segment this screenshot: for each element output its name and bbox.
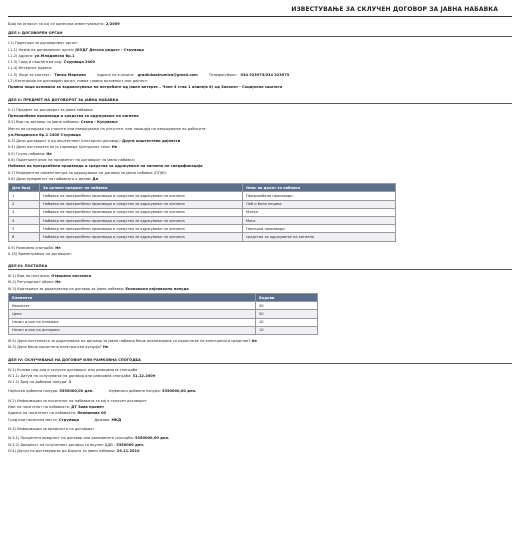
s2-line-2: Прехранбени производи и средства за одржување на хигиена <box>8 113 139 118</box>
criteria-points: 10 <box>256 318 318 326</box>
lot-desc: Леб и бели пецива <box>243 200 396 208</box>
phone-label: Телефон/Факс: <box>208 72 238 77</box>
s4-line-12 <box>8 448 512 454</box>
supplier-address-label: Адреса на носителот на набавката: <box>8 411 77 416</box>
supplier-city-value: Струмица <box>58 417 80 422</box>
framework-value: Не <box>55 245 61 250</box>
lots-header-subject: За целиот предмет на набавка <box>40 184 243 192</box>
group-value: Не <box>46 151 52 156</box>
s2-line-5: ул.Младинска бр.1 2400 Струмица <box>8 132 81 137</box>
criteria-element: Начин и рок на плаќање <box>9 318 256 326</box>
procedure-label: III.1) Вид на постапка: <box>8 274 51 279</box>
s1-line-5: I.1.4) Интернет адреса: <box>8 66 53 71</box>
central-body-label: II.4) Дали постапката ќе ја спроведе Централно тело: <box>8 145 111 150</box>
table-row <box>9 326 318 334</box>
city-label: I.1.3) Град и поштенски код: <box>8 60 63 65</box>
authority-name: ЈОУДГ Детска радост - Струмица <box>75 47 144 52</box>
lot-subject: Набавка на прехранбени производи и средства за одржување на хигиена <box>40 200 243 208</box>
s2-line-1: II.1) Предмет на договорот за јавна набавка: <box>8 107 94 112</box>
lot-desc: Месо <box>243 216 396 224</box>
email-label: Адреса на е-пошта: <box>97 72 135 77</box>
contract-value: 5350000 ден. <box>116 442 145 447</box>
lot-desc: Прехранбени производи <box>243 192 396 200</box>
contact-value: Тинка Маркова <box>54 72 86 77</box>
procedure-value: Отворена постапка <box>51 274 92 279</box>
submission-date-label: IV.4) Датум на доставување до Бирото за јавни набавки: <box>8 448 116 453</box>
criteria-points: 10 <box>256 326 318 334</box>
supplier-city-label: Град или населено место: <box>8 417 58 422</box>
lots-table <box>8 183 396 241</box>
estimated-value-label: IV.3.1) Проценета вредност на договор или рамковната спогодба: <box>8 436 134 441</box>
criteria-element: Цена <box>9 310 256 318</box>
group-label: II.5) Група набавки: <box>8 151 46 156</box>
criteria-header-elements: Елементи <box>9 294 256 302</box>
table-row <box>9 216 396 224</box>
lot-desc: Пилешки производи <box>243 225 396 233</box>
s4-line-9: IV.3) Информации за вредноста на договорот <box>8 426 95 431</box>
supplier-country-value: МКД <box>111 417 122 422</box>
s2-line-11: II.7) Референтна номенклатура за одредување на договор за јавна набавка (ОПЈН): <box>8 170 168 175</box>
table-row <box>9 200 396 208</box>
lowest-offer-value: 5350000,00 ден. <box>59 389 94 394</box>
section-4-rule <box>8 363 512 364</box>
table-row <box>9 302 318 310</box>
lot-no: 5 <box>9 225 40 233</box>
criteria-element: Квалитет <box>9 302 256 310</box>
email-value: gradinkastrumica@gmail.com <box>137 72 198 77</box>
electronic-means-label: III.4) Дали постапката за доделување на договор за јавна набавка беше реализирана со користење на електронски средства? <box>8 338 251 343</box>
criteria-element: Начин и рок на испорака <box>9 326 256 334</box>
lot-subject: Набавка на прехранбени производи и средства за одржување на хигиена <box>40 216 243 224</box>
s4-line-1: IV.1) Услови под кои е склучен договорот или рамковната спогодба <box>8 367 138 372</box>
s2-line-12 <box>8 176 512 182</box>
s2-line-10: Набавка на прехранбени производи и средства за одржување на хигиена по спецификација <box>8 164 203 169</box>
table-row <box>9 208 396 216</box>
lot-desc: средства за одржување на хигиена <box>243 233 396 241</box>
e-auction-value: Не <box>102 345 109 350</box>
section-1-heading: ДЕЛ I: ДОГОВОРЕН ОРГАН <box>8 31 63 36</box>
highest-offer-value: 5350000,00 ден. <box>162 389 197 394</box>
s1-line-8: Правно лице основано за задоволување на потребите од јавен интерес – Член 4 став 1 алинеја 6) од Законот - Социјална заштита <box>8 85 283 90</box>
section-3-heading: ДЕЛ III: ПОСТАПКА <box>8 264 48 269</box>
lot-subject: Набавка на прехранбени производи и средства за одржување на хигиена <box>40 208 243 216</box>
signing-date-label: IV.1.1) Датум на склучување на договор или рамковна спогодба: <box>8 373 132 378</box>
lot-no: 2 <box>9 200 40 208</box>
section-2-rule <box>8 103 512 104</box>
supplier-country-label: Држава: <box>94 417 111 422</box>
regularity-label: III.2) Регуларност образ: <box>8 280 55 285</box>
lot-no: 4 <box>9 216 40 224</box>
phone-value: 034 323975/034 323975 <box>240 72 290 77</box>
criteria-table <box>8 293 318 335</box>
s3-line-3 <box>8 286 512 292</box>
contact-label: I.1.5) Лице за контакт: <box>8 72 52 77</box>
criteria-points: 50 <box>256 310 318 318</box>
contract-type-value: Стоки - Купување <box>80 120 118 125</box>
lot-subject: Набавка на прехранбени производи и средства за одржување на хигиена <box>40 192 243 200</box>
offers-count-label: IV.1.2) Број на добиени понуди: <box>8 380 68 385</box>
lot-subject: Набавка на прехранбени производи и средства за одржување на хигиена <box>40 233 243 241</box>
city-value: Струмица 2400 <box>63 60 96 65</box>
supplier-address-value: Леонинова 00 <box>77 411 106 416</box>
address-label: I.1.2) Адреса: <box>8 53 34 58</box>
s4-line-5: IV.2) Информации за носителот на набавката за кој е склучен договорот <box>8 398 147 403</box>
address-value: ул.Младинска бр.1 <box>34 53 75 58</box>
table-row <box>9 310 318 318</box>
table-row <box>9 225 396 233</box>
s2-line-14: II.10) Времетраење на договорот: <box>8 251 73 256</box>
criteria-header-points: Бодови <box>256 294 318 302</box>
criteria-points: 30 <box>256 302 318 310</box>
lot-no: 6 <box>9 233 40 241</box>
s2-line-9: II.6) Подетален опис на предметот на договорот за јавна набавка: <box>8 158 135 163</box>
s1-line-1: I.1) Податоци за договорниот орган: <box>8 41 78 46</box>
lot-subject: Набавка на прехранбени производи и средства за одржување на хигиена <box>40 225 243 233</box>
table-row <box>9 318 318 326</box>
supplier-name-label: Име на носителот на набавката: <box>8 405 71 410</box>
lot-desc: Млеко <box>243 208 396 216</box>
lowest-offer-label: Најниска добиена понуда: <box>8 389 59 394</box>
section-3-rule <box>8 269 512 270</box>
lots-header-no: Дел број <box>9 184 40 192</box>
sector-value: Други општестени дејности <box>122 139 181 144</box>
authority-name-label: I.1.1) Назив на договорниот орган: <box>8 47 75 52</box>
section-1-rule <box>8 36 512 37</box>
criteria-value: Економски најповолна понуда <box>125 286 189 291</box>
lot-no: 1 <box>9 192 40 200</box>
s1-line-7: I.2) Категорија на договорен орган, нивна главна активност или дејност: <box>8 79 149 84</box>
notice-number-label: Број на огласот за кој се однесува известувањето: <box>8 22 105 26</box>
contract-value-label: IV.3.2) Вредност на склучениот договор со вкупен ДДВ : <box>8 442 116 447</box>
e-auction-label: III.5) Дали беше користена електронска аукција? <box>8 345 102 350</box>
divisible-value: Да <box>92 176 99 181</box>
sector-label: II.3) Дали договорот е од општествен (секторски договор): <box>8 139 121 144</box>
s2-line-4: Место на испорака на стоките или извршување на услугите, или локација на извршување на работите: <box>8 126 207 131</box>
highest-offer-label: Највисока добиена понуда: <box>108 389 161 394</box>
lots-header-desc: Опис на делот за набавка <box>243 184 396 192</box>
central-body-value: Не <box>111 145 118 150</box>
offers-count-value: 1 <box>68 380 72 385</box>
table-row <box>9 192 396 200</box>
signing-date-value: 31.12.2009 <box>132 373 156 378</box>
criteria-label: III.3) Критериум за доделување на договор за јавна набавка: <box>8 286 125 291</box>
section-4-heading: ДЕЛ IV: СКЛУЧУВАЊЕ НА ДОГОВОР ИЛИ РАМКОВНА СПОГОДБА <box>8 357 141 362</box>
framework-label: II.9) Рамковна спогодба: <box>8 245 55 250</box>
notice-number-line <box>8 21 512 27</box>
divisible-label: II.8) Дали предметот на набавката е делив: <box>8 176 92 181</box>
page-title: ИЗВЕСТУВАЊЕ ЗА СКЛУЧЕН ДОГОВОР ЗА ЈАВНА НАБАВКА <box>291 6 498 13</box>
contract-type-label: II.2) Вид на договор за јавна набавка: <box>8 120 80 125</box>
title-divider <box>8 16 512 17</box>
section-2-heading: ДЕЛ II: ПРЕДМЕТ НА ДОГОВОРОТ ЗА ЈАВНА НАБАВКА <box>8 97 119 102</box>
electronic-means-value: Не <box>251 338 257 343</box>
regularity-value: Не <box>55 280 61 285</box>
table-row <box>9 233 396 241</box>
submission-date-value: 29.11.2010 <box>116 448 140 453</box>
estimated-value: 5350000,00 ден. <box>135 436 170 441</box>
supplier-name-value: ДТ Зова промет <box>71 405 105 410</box>
notice-number: 2/2009 <box>105 22 120 26</box>
lot-no: 3 <box>9 208 40 216</box>
